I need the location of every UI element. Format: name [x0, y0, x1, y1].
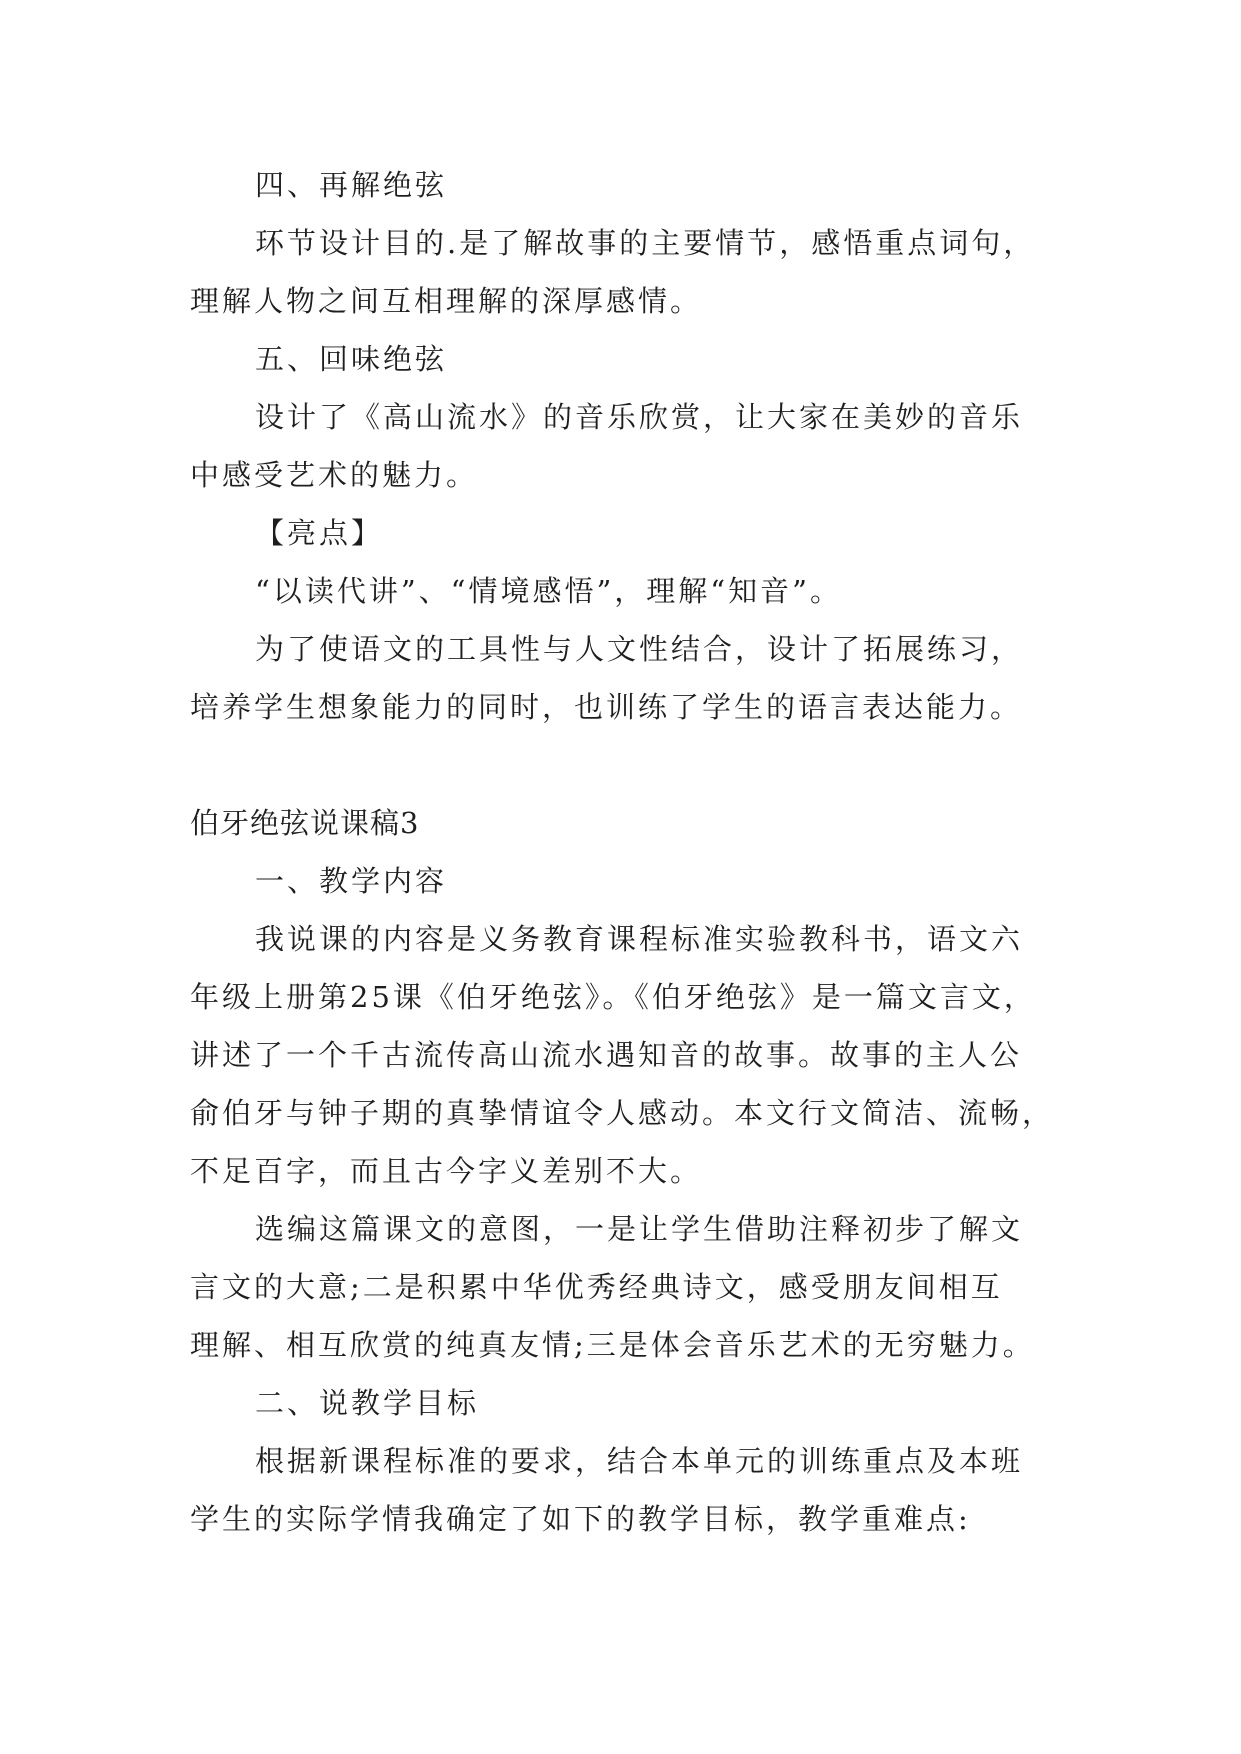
section-heading-1: 一、教学内容	[255, 864, 448, 898]
paragraph-line: 设计了《高山流水》的音乐欣赏，让大家在美妙的音乐	[255, 400, 1024, 434]
paragraph-line: 为了使语文的工具性与人文性结合，设计了拓展练习，	[255, 632, 1024, 666]
section-heading-2: 二、说教学目标	[255, 1386, 480, 1420]
highlight-heading: 【亮点】	[255, 516, 384, 550]
paragraph-line: 学生的实际学情我确定了如下的教学目标，教学重难点:	[190, 1502, 971, 1536]
paragraph-line: 我说课的内容是义务教育课程标准实验教科书，语文六	[255, 922, 1024, 956]
paragraph-line: 言文的大意;二是积累中华优秀经典诗文，感受朋友间相互	[190, 1270, 1003, 1304]
paragraph-line: 讲述了一个千古流传高山流水遇知音的故事。故事的主人公	[190, 1038, 1023, 1072]
section-heading-5: 五、回味绝弦	[255, 342, 448, 376]
paragraph-line: 不足百字，而且古今字义差别不大。	[190, 1154, 703, 1188]
section-heading-4: 四、再解绝弦	[255, 168, 448, 202]
paragraph-line: 环节设计目的.是了解故事的主要情节，感悟重点词句，	[255, 226, 1036, 260]
paragraph-line: 根据新课程标准的要求，结合本单元的训练重点及本班	[255, 1444, 1024, 1478]
paragraph-line: 选编这篇课文的意图，一是让学生借助注释初步了解文	[255, 1212, 1024, 1246]
paragraph-line: 培养学生想象能力的同时，也训练了学生的语言表达能力。	[190, 690, 1023, 724]
paragraph-line: “以读代讲”、“情境感悟”，理解“知音”。	[255, 574, 842, 608]
paragraph-line: 俞伯牙与钟子期的真挚情谊令人感动。本文行文简洁、流畅，	[190, 1096, 1055, 1130]
paragraph-line: 年级上册第25课《伯牙绝弦》。《伯牙绝弦》是一篇文言文，	[190, 980, 1036, 1014]
paragraph-line: 中感受艺术的魅力。	[190, 458, 479, 492]
document-title: 伯牙绝弦说课稿3	[190, 806, 420, 840]
paragraph-line: 理解、相互欣赏的纯真友情;三是体会音乐艺术的无穷魅力。	[190, 1328, 1035, 1362]
paragraph-line: 理解人物之间互相理解的深厚感情。	[190, 284, 703, 318]
